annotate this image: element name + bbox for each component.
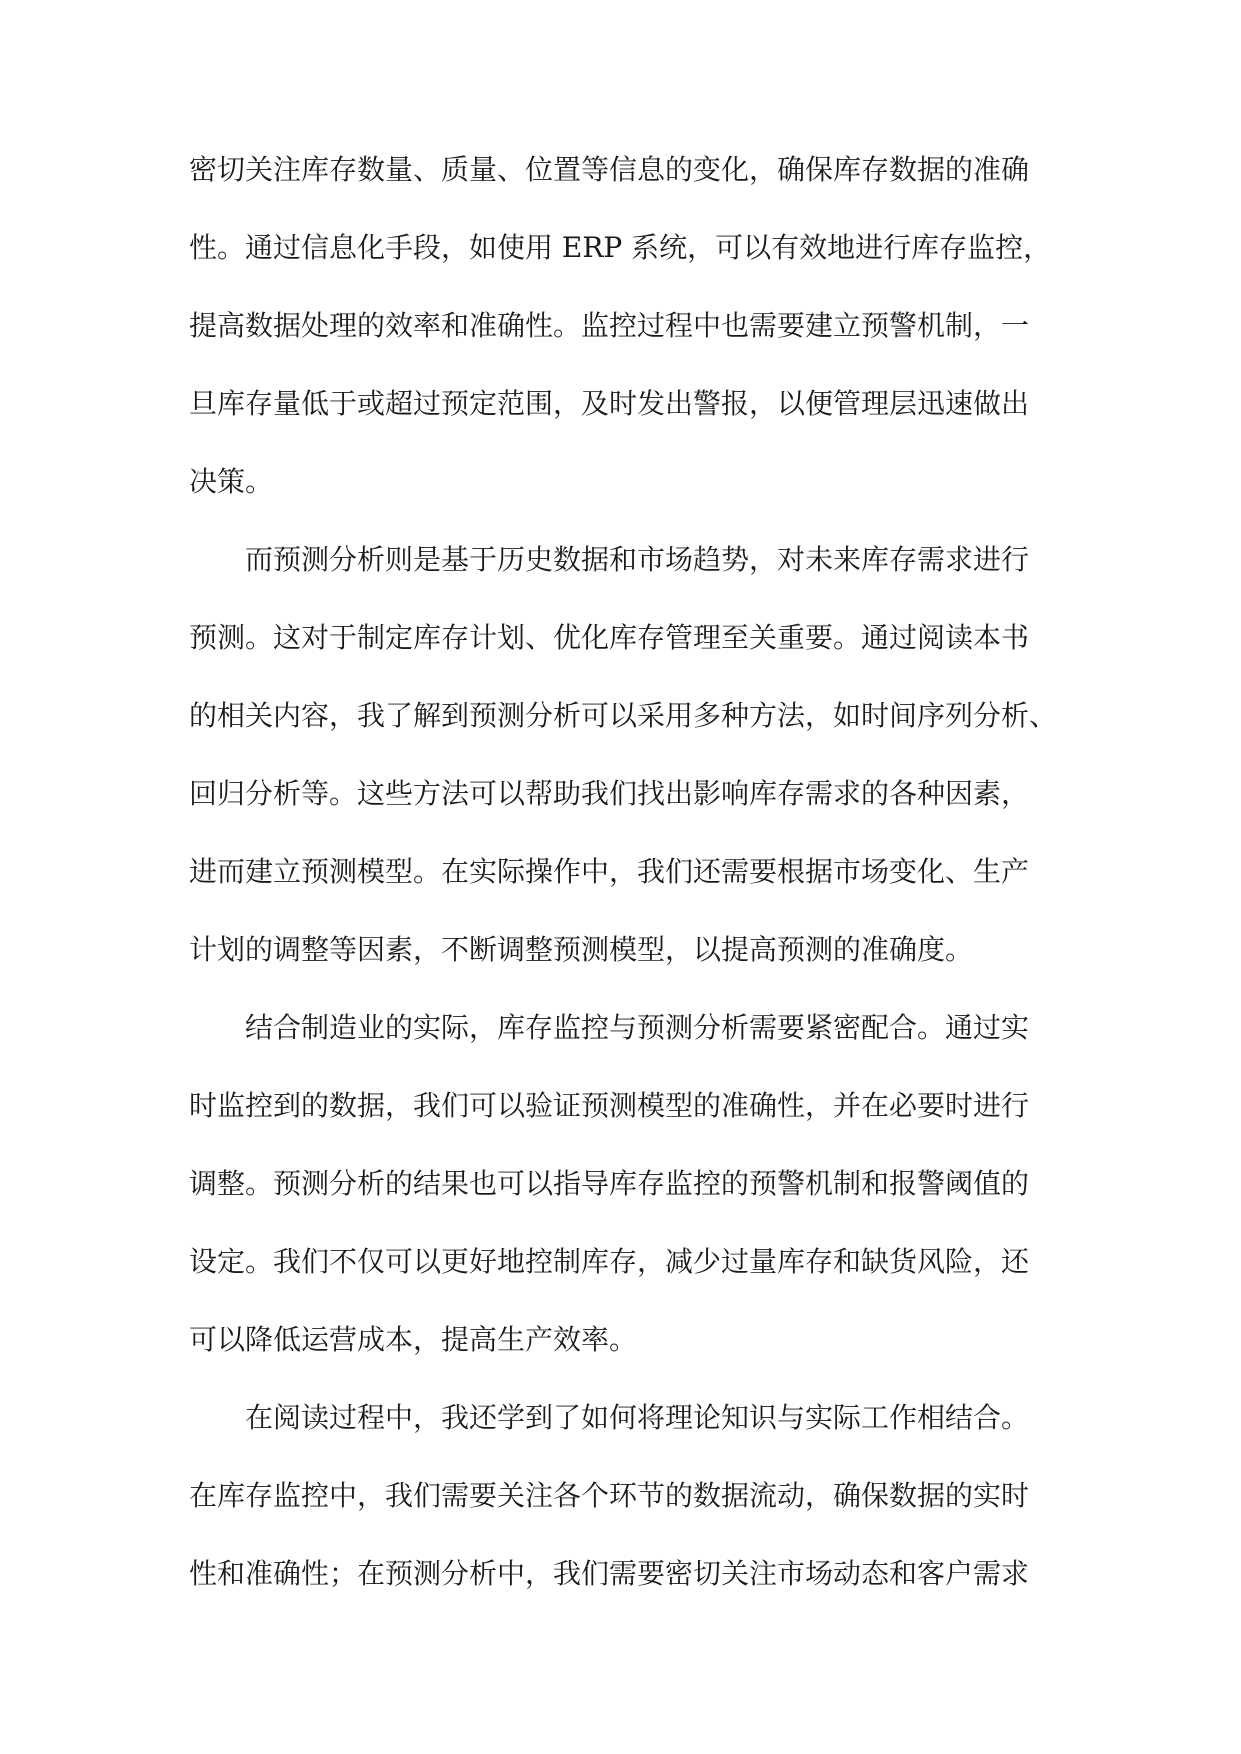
text-line: 时监控到的数据，我们可以验证预测模型的准确性，并在必要时进行 bbox=[189, 1089, 1030, 1122]
text-line: 提高数据处理的效率和准确性。监控过程中也需要建立预警机制，一 bbox=[189, 309, 1030, 342]
text-line: 在库存监控中，我们需要关注各个环节的数据流动，确保数据的实时 bbox=[189, 1479, 1030, 1512]
text-line: 性。通过信息化手段，如使用 ERP 系统，可以有效地进行库存监控， bbox=[189, 231, 1052, 264]
text-line: 的相关内容，我了解到预测分析可以采用多种方法，如时间序列分析、 bbox=[189, 699, 1058, 732]
text-line: 回归分析等。这些方法可以帮助我们找出影响库存需求的各种因素， bbox=[189, 777, 1030, 810]
text-line: 预测。这对于制定库存计划、优化库存管理至关重要。通过阅读本书 bbox=[189, 621, 1030, 654]
text-line: 性和准确性；在预测分析中，我们需要密切关注市场动态和客户需求 bbox=[189, 1557, 1030, 1590]
text-line: 密切关注库存数量、质量、位置等信息的变化，确保库存数据的准确 bbox=[189, 153, 1030, 186]
text-line: 进而建立预测模型。在实际操作中，我们还需要根据市场变化、生产 bbox=[189, 855, 1030, 888]
text-line: 结合制造业的实际，库存监控与预测分析需要紧密配合。通过实 bbox=[189, 1011, 1030, 1044]
text-line: 可以降低运营成本，提高生产效率。 bbox=[189, 1323, 638, 1356]
text-line: 而预测分析则是基于历史数据和市场趋势，对未来库存需求进行 bbox=[189, 543, 1030, 576]
body-text bbox=[189, 131, 1058, 1613]
text-line: 计划的调整等因素，不断调整预测模型，以提高预测的准确度。 bbox=[189, 933, 974, 966]
text-line: 旦库存量低于或超过预定范围，及时发出警报，以便管理层迅速做出 bbox=[189, 387, 1030, 420]
text-line: 在阅读过程中，我还学到了如何将理论知识与实际工作相结合。 bbox=[189, 1401, 1030, 1434]
text-line: 调整。预测分析的结果也可以指导库存监控的预警机制和报警阈值的 bbox=[189, 1167, 1030, 1200]
text-line: 决策。 bbox=[189, 465, 274, 498]
text-line: 设定。我们不仅可以更好地控制库存，减少过量库存和缺货风险，还 bbox=[189, 1245, 1030, 1278]
